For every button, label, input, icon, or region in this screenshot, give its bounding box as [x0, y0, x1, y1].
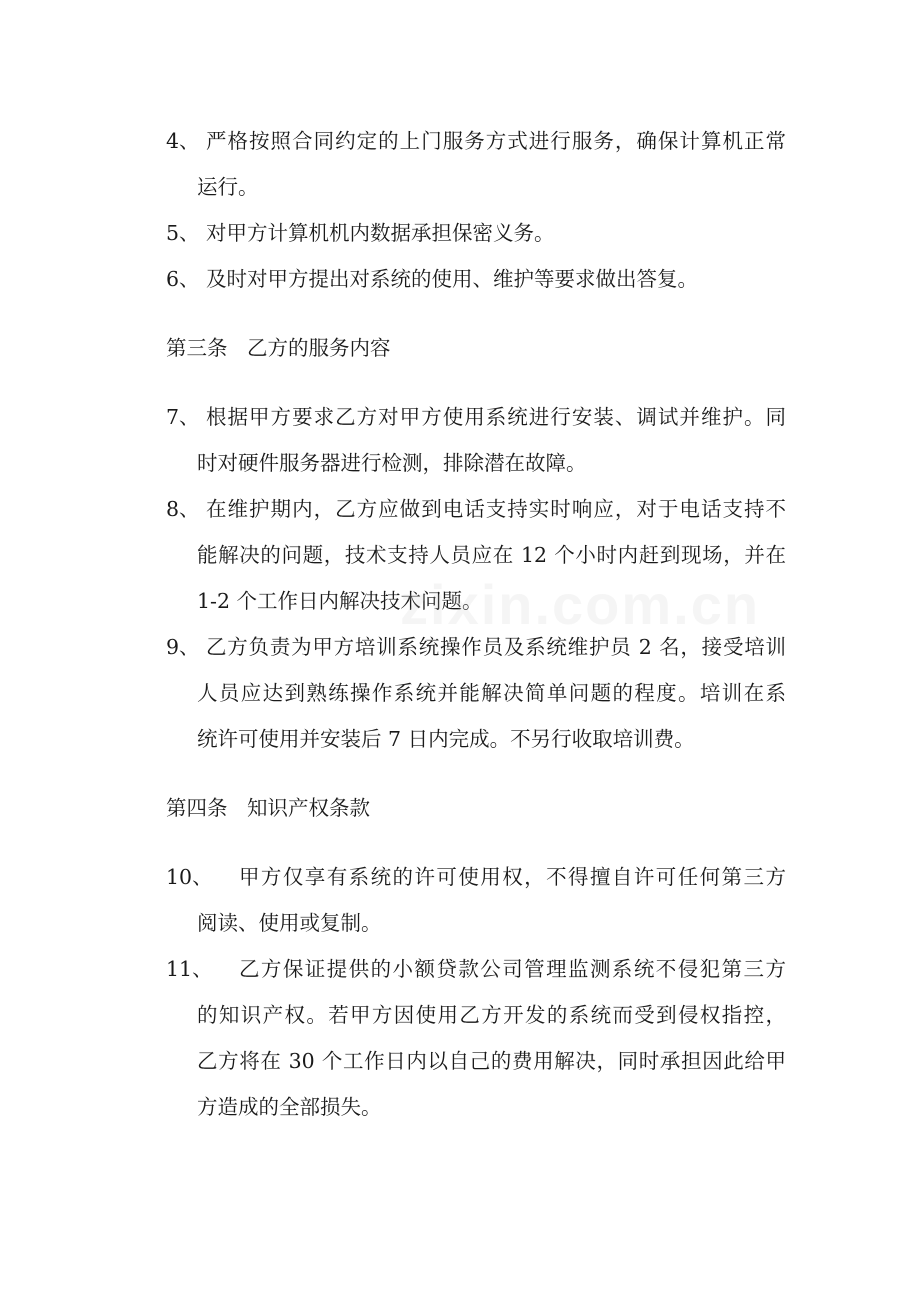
clause-number: 5、	[166, 221, 200, 245]
clause-line: 乙方负责为甲方培训系统操作员及系统维护员 2 名，接受培训	[206, 635, 786, 659]
clause-item-4	[166, 118, 786, 210]
clause-line: 乙方保证提供的小额贷款公司管理监测系统不侵犯第三方	[239, 957, 786, 981]
clause-line: 根据甲方要求乙方对甲方使用系统进行安装、调试并维护。同	[206, 405, 786, 429]
clause-line: 阅读、使用或复制。	[197, 911, 382, 935]
clause-line: 人员应达到熟练操作系统并能解决简单问题的程度。培训在系	[197, 681, 786, 705]
clause-number: 6、	[166, 267, 200, 291]
clause-line: 在维护期内，乙方应做到电话支持实时响应，对于电话支持不	[206, 497, 786, 521]
clause-line: 统许可使用并安装后 7 日内完成。不另行收取培训费。	[197, 727, 695, 751]
clause-line: 能解决的问题，技术支持人员应在 12 个小时内赶到现场，并在	[197, 543, 786, 567]
clause-number: 7、	[166, 405, 200, 429]
clause-line: 甲方仅享有系统的许可使用权，不得擅自许可任何第三方	[239, 865, 786, 889]
clause-number: 10、	[166, 865, 213, 889]
article-heading-4: 第四条 知识产权条款	[166, 796, 371, 820]
clause-number: 11、	[166, 957, 213, 981]
clause-number: 4、	[166, 129, 200, 153]
clause-item-5	[166, 210, 786, 256]
clause-number: 8、	[166, 497, 200, 521]
watermark: zixin.com.cn	[400, 573, 761, 636]
clause-line: 的知识产权。若甲方因使用乙方开发的系统而受到侵权指控，	[197, 1003, 786, 1027]
clause-item-10	[166, 854, 786, 946]
clause-number: 9、	[166, 635, 200, 659]
clause-line: 乙方将在 30 个工作日内以自己的费用解决，同时承担因此给甲	[197, 1049, 786, 1073]
clause-item-7	[166, 394, 786, 486]
clause-line: 严格按照合同约定的上门服务方式进行服务，确保计算机正常	[206, 129, 786, 153]
clause-line: 运行。	[197, 175, 259, 199]
article-heading-3: 第三条 乙方的服务内容	[166, 336, 391, 360]
clause-line: 及时对甲方提出对系统的使用、维护等要求做出答复。	[206, 267, 698, 291]
clause-item-8	[166, 486, 786, 624]
clause-item-9	[166, 624, 786, 762]
clause-line: 1-2 个工作日内解决技术问题。	[197, 589, 483, 613]
clause-line: 时对硬件服务器进行检测，排除潜在故障。	[197, 451, 587, 475]
clause-item-11	[166, 946, 786, 1130]
clause-item-6	[166, 256, 786, 302]
clause-line: 方造成的全部损失。	[197, 1095, 382, 1119]
clause-line: 对甲方计算机机内数据承担保密义务。	[206, 221, 555, 245]
